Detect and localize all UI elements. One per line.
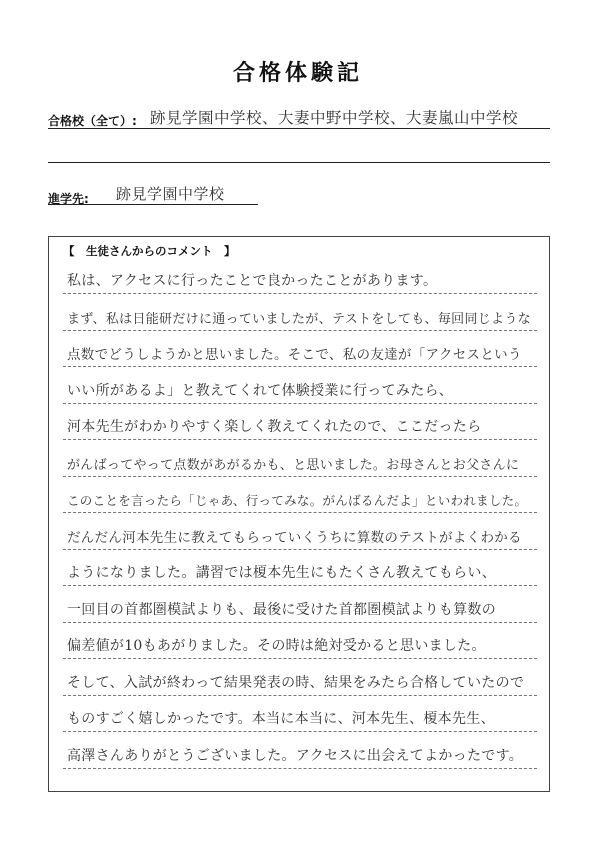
comment-line-text: 偏差値が10もあがりました。その時は絶対受かると思いました。: [67, 638, 486, 654]
destination-underline: [48, 204, 258, 205]
comment-header: 【 生徒さんからのコメント 】: [63, 244, 236, 258]
destination-label: 進学先:: [48, 192, 89, 206]
comment-line-text: がんばってやって点数があがるかも、と思いました。お母さんとお父さんに: [67, 457, 520, 473]
comment-line-text: 高澤さんありがとうございました。アクセスに出会えてよかったです。: [67, 747, 524, 764]
comment-line: [63, 697, 537, 732]
comment-line-text: ものすごく嬉しかったです。本当に本当に、河本先生、榎本先生、: [67, 711, 495, 727]
comment-line-text: まず、私は日能研だけに通っていましたが、テストをしても、毎回同じような: [67, 311, 531, 327]
comment-line-text: 私は、アクセスに行ったことで良かったことがあります。: [67, 273, 438, 289]
comment-line: [63, 661, 537, 696]
comment-line: [63, 551, 537, 586]
page-title: 合格体験記: [232, 61, 363, 86]
comment-line: [63, 405, 537, 440]
comment-line: [63, 332, 537, 367]
comment-line: [63, 624, 537, 659]
destination-value: 跡見学園中学校: [116, 185, 225, 203]
comment-line: [63, 478, 537, 513]
passed-schools-second-line: [48, 162, 550, 163]
passed-schools-value: 跡見学園中学校、大妻中野中学校、大妻嵐山中学校: [150, 109, 519, 127]
comment-line-text: そして、入試が終わって結果発表の時、結果をみたら合格していたので: [67, 674, 525, 691]
passed-schools-underline: [48, 128, 550, 129]
comment-line-text: 点数でどうしようかと思いました。そこで、私の友達が「アクセスという: [67, 347, 522, 363]
comment-line-text: いい所があるよ」と教えてくれて体験授業に行ってみたら、: [67, 382, 454, 399]
comment-line: [63, 734, 537, 769]
comment-line: [63, 259, 537, 294]
comment-line: [63, 588, 537, 623]
comment-line: [63, 296, 537, 331]
comment-line-text: 河本先生がわかりやすく楽しく教えてくれたので、ここだったら: [67, 419, 482, 435]
comment-line-text: このことを言ったら「じゃあ、行ってみな。がんばるんだよ」といわれました。: [67, 493, 528, 508]
comment-line-text: ようになりました。講習では榎本先生にもたくさん教えてもらい、: [67, 565, 496, 581]
comment-line-text: 一回目の首都圏模試よりも、最後に受けた首都圏模試よりも算数の: [67, 601, 496, 618]
comment-line: [63, 369, 537, 404]
passed-schools-label: 合格校（全て）:: [48, 114, 137, 128]
comment-box: [48, 236, 550, 792]
comment-line: [63, 515, 537, 550]
comment-line: [63, 442, 537, 477]
comment-line-text: だんだん河本先生に教えてもらっていくうちに算数のテストがよくわかる: [67, 529, 522, 546]
